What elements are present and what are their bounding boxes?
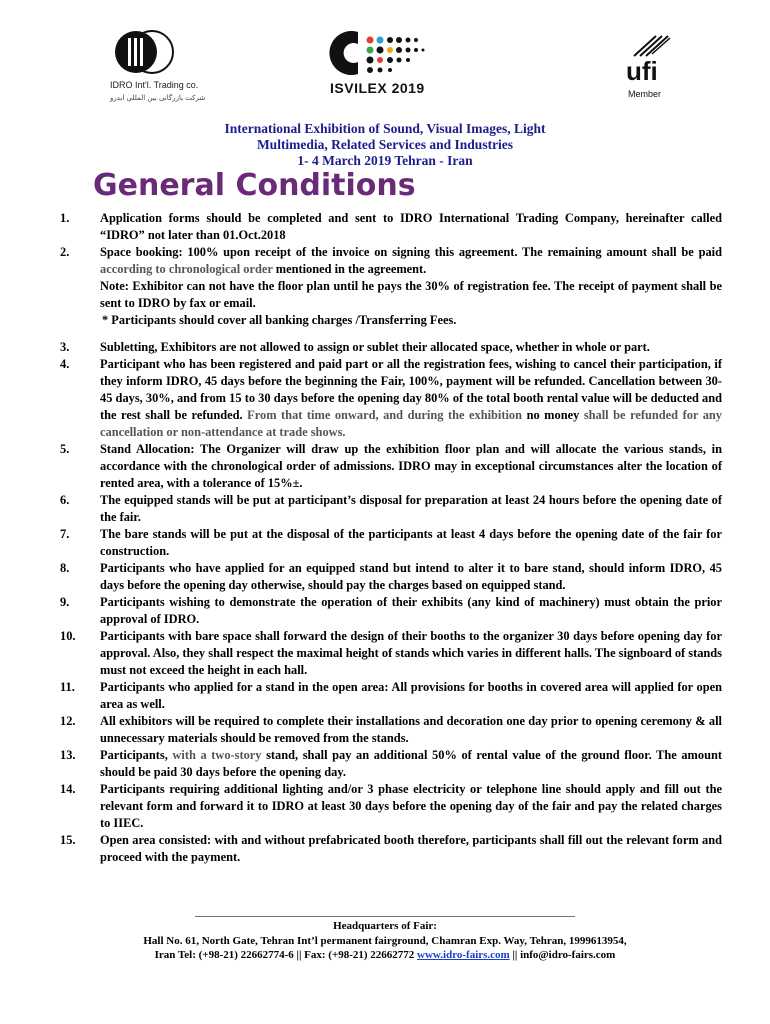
condition-text-highlight: shall be refunded for any cancellation or non-attendance at trade shows. [100,408,722,439]
condition-item [60,628,722,679]
condition-text: Participants with bare space shall forward the design of their booths to the organizer 30 days before opening day for approval. Also, they shall respect the maximal height of stands which varies in different halls. The signboard of stands must not exceed the height in each hall. [100,629,722,677]
condition-number: 3. [60,340,70,354]
condition-item [60,339,722,356]
footer [0,916,770,963]
ufi-logo [620,30,680,102]
condition-text: Stand Allocation: The Organizer will draw up the exhibition floor plan and will allocate the various stands, in accordance with the chronological order of admissions. IDRO may in exceptional circumstances alter the location of rented area, with a tolerance of 15%±. [100,442,722,490]
condition-number: 13. [60,748,76,762]
condition-text: Participants requiring additional lighting and/or 3 phase electricity or telephone line should apply and fill out the relevant form and forward it to IDRO at least 30 days before the opening day of the fair and pay the related charges to IIEC. [100,782,722,830]
condition-number: 6. [60,493,70,507]
event-title-line-3: 1- 4 March 2019 Tehran - Iran [297,153,473,168]
condition-text: Participants wishing to demonstrate the operation of their exhibits (any kind of machinery) must obtain the prior approval of IDRO. [100,595,722,626]
condition-text: Open area consisted: with and without prefabricated booth therefore, participants shall fill out the relevant form and proceed with the payment. [100,833,722,864]
condition-text: Space booking: 100% upon receipt of the invoice on signing this agreement. The remaining amount shall be paid [100,245,722,259]
condition-text: All exhibitors will be required to complete their installations and decoration one day prior to opening ceremony & all unnecessary materials should be removed from the stands. [100,714,722,745]
condition-note: Note: Exhibitor can not have the floor plan until he pays the 30% of registration fee. The receipt of payment shall be sent to IDRO by fax or email. [100,279,722,310]
condition-item [60,832,722,866]
condition-number: 14. [60,782,76,796]
condition-item [60,492,722,526]
condition-number: 10. [60,629,76,643]
condition-text: The bare stands will be put at the disposal of the participants at least 4 days before the opening date of the fair for construction. [100,527,722,558]
condition-item [60,560,722,594]
condition-item [60,356,722,441]
condition-item [60,781,722,832]
footer-label: Headquarters of Fair: [333,920,437,932]
condition-item [60,594,722,628]
condition-text: mentioned in the agreement. [272,262,427,276]
idro-logo [110,28,210,108]
event-title-line-2: Multimedia, Related Services and Industries [256,137,514,152]
website-link[interactable]: www.idro-fairs.com [417,949,510,961]
condition-text: Participant who has been registered and paid part or all the registration fees, wishing to cancel their participation, if they inform IDRO, 45 days before the beginning the Fair, 100%, payment will be refunded. Cancellation between 30-45 days, 30%, and from 15 to 30 days before the opening day 80% of the total booth rental value will be deducted and the rest shall be refunded. [100,357,722,422]
condition-number: 12. [60,714,76,728]
isvilex-logo [328,28,438,103]
condition-number: 9. [60,595,70,609]
condition-number: 7. [60,527,70,541]
condition-text-highlight: with a two-story [172,748,262,762]
ufi-member-label: Member [628,89,662,99]
condition-text-highlight: From that time onward, and during the exhibition [247,408,523,422]
footer-phone-fax: Iran Tel: (+98-21) 22662774-6 || Fax: (+98-21) 22662772 [154,949,418,961]
condition-item [60,747,722,781]
condition-number: 5. [60,442,70,456]
condition-number: 2. [60,245,70,259]
condition-text: Application forms should be completed and sent to IDRO International Trading Company, hereinafter called “IDRO” not later than 01.Oct.2018 [100,211,722,242]
condition-number: 1. [60,211,70,225]
condition-item [60,526,722,560]
condition-text: The equipped stands will be put at participant’s disposal for preparation at least 24 hours before the opening date of the fair. [100,493,722,524]
page-title: General Conditions [93,168,416,203]
footer-address: Hall No. 61, North Gate, Tehran Int’l permanent fairground, Chamran Exp. Way, Tehran, 1999613954, [143,934,627,947]
isvilex-logo-text: ISVILEX 2019 [330,80,425,96]
condition-number: 11. [60,680,75,694]
condition-text: stand, shall pay an additional 50% of rental value of the ground floor. The amount should be paid 30 days before the opening day. [100,748,722,779]
footer-contact [0,948,770,963]
footer-email: || info@idro-fairs.com [509,949,616,961]
condition-text: Participants, [100,748,173,762]
condition-item [60,679,722,713]
condition-number: 15. [60,833,76,847]
idro-logo-text: IDRO Int'l. Trading co. [110,80,199,90]
condition-note: * Participants should cover all banking charges /Transferring Fees. [102,313,457,327]
idro-logo-text-fa: شرکت بازرگانی بین المللی ایدرو [110,94,206,102]
conditions-list [60,210,722,866]
condition-item [60,210,722,244]
condition-text: no money [522,408,584,422]
condition-text: Participants who have applied for an equipped stand but intend to alter it to bare stand, should inform IDRO, 45 days before the opening day otherwise, should pay the charges based on equipped stand. [100,561,722,592]
condition-text: Subletting, Exhibitors are not allowed to assign or sublet their allocated space, whether in whole or part. [100,340,650,354]
event-title [0,121,770,169]
condition-item [60,244,722,329]
condition-item [60,441,722,492]
condition-number: 8. [60,561,70,575]
footer-divider [195,916,575,917]
event-title-line-1: International Exhibition of Sound, Visual Images, Light [224,121,546,136]
condition-text-highlight: according to chronological order [100,262,273,276]
condition-text: Participants who applied for a stand in the open area: All provisions for booths in covered area will applied for open area as well. [100,680,722,711]
condition-number: 4. [60,357,70,371]
ufi-logo-text: ufi [626,56,658,86]
condition-item [60,713,722,747]
